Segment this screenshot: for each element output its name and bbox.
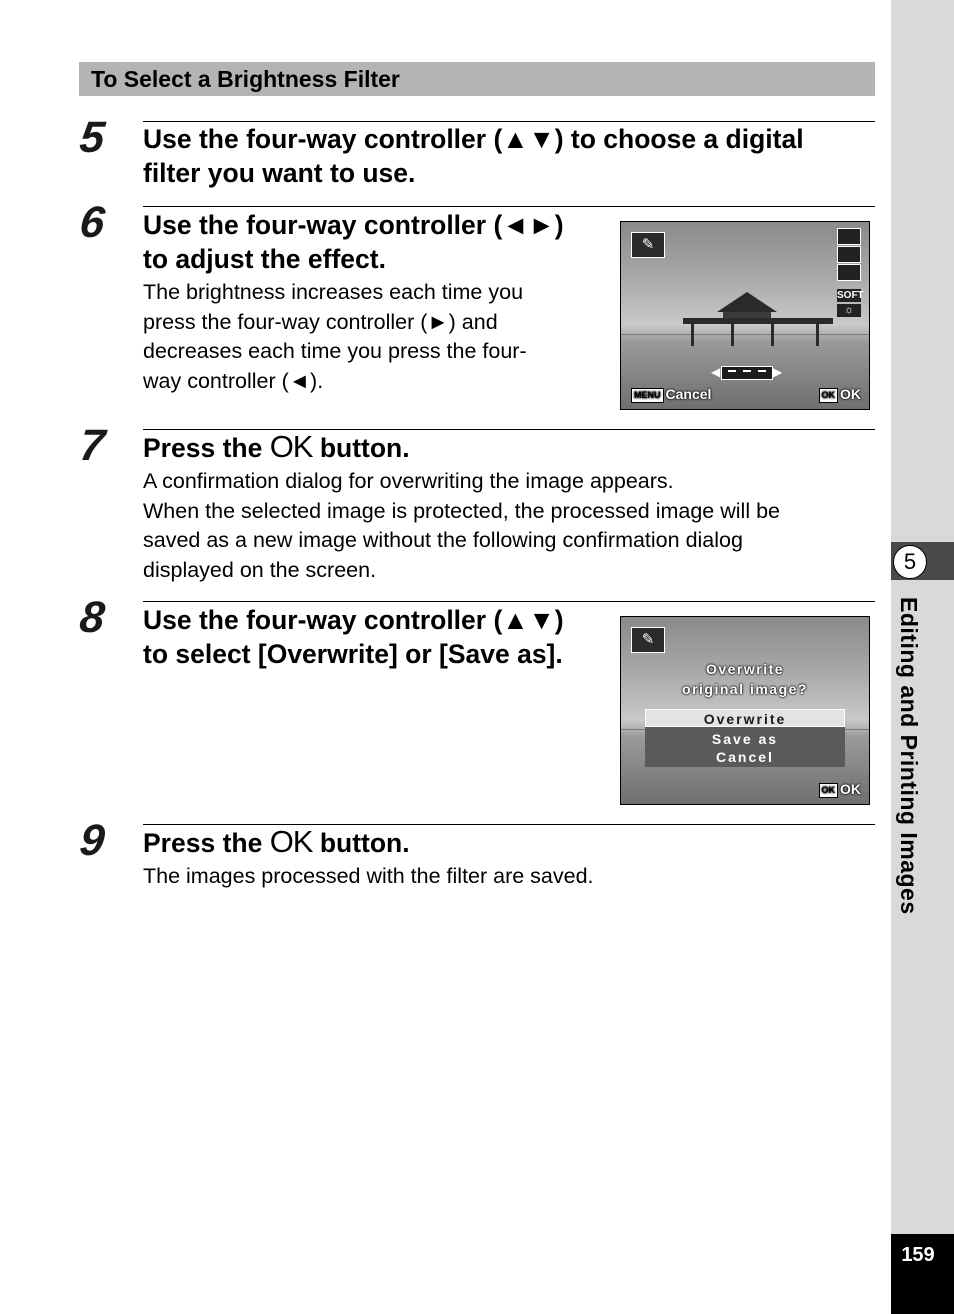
step-6-heading-line-1: Use the four-way controller (◄►) [143, 210, 564, 240]
filter-swatch [837, 228, 861, 245]
ok-button-glyph: OK [269, 824, 313, 859]
step-6-heading [143, 208, 564, 276]
dialog-options [645, 709, 845, 767]
overwrite-option[interactable]: Overwrite [645, 709, 845, 727]
slider-tick [728, 370, 736, 372]
step-7-body-line-4: displayed on the screen. [143, 557, 377, 582]
step-5-heading-line-1: Use the four-way controller (▲▼) to choose a digital [143, 124, 804, 154]
ok-hint[interactable] [819, 781, 862, 798]
step-7-body-line-1: A confirmation dialog for overwriting the image appears. [143, 469, 674, 493]
step-number-5: 5 [77, 113, 108, 162]
ok-button-chip: OK [819, 783, 839, 798]
filter-swatch [837, 246, 861, 263]
digital-filter-icon: ✎ [631, 627, 665, 653]
ok-label: OK [840, 781, 861, 798]
pier-post [731, 322, 734, 346]
pier-post [816, 322, 819, 346]
step-8-heading-line-1: Use the four-way controller (▲▼) [143, 605, 564, 635]
step-9-heading-pre: Press the [143, 828, 270, 858]
step-7-body [143, 467, 780, 585]
pier-post [691, 322, 694, 346]
step-9-heading [143, 825, 410, 860]
chapter-number: 5 [893, 545, 927, 579]
cancel-hint[interactable] [631, 386, 711, 403]
filter-palette [837, 228, 861, 282]
step-5-heading-line-2: filter you want to use. [143, 158, 416, 188]
cancel-option[interactable]: Cancel [716, 749, 774, 765]
cancel-label: Cancel [665, 386, 712, 403]
horizon-line [621, 334, 869, 335]
soft-filter-label: SOFT [837, 290, 864, 301]
section-title: To Select a Brightness Filter [91, 66, 400, 92]
step-9-body [143, 862, 594, 892]
menu-button-chip: MENU [631, 388, 664, 403]
dialog-title-line-1: Overwrite [705, 661, 785, 677]
step-9-body-line-1: The images processed with the filter are saved. [143, 864, 594, 888]
step-5-heading [143, 122, 804, 190]
section-header-bar [79, 62, 875, 96]
step-8-divider [143, 601, 875, 602]
camera-screen-overwrite-dialog [620, 616, 870, 805]
step-6-body [143, 278, 527, 396]
step-number-6: 6 [77, 198, 108, 247]
camera-screen-brightness [620, 221, 870, 410]
step-6-divider [143, 206, 875, 207]
step-number-8: 8 [77, 593, 108, 642]
step-7-body-line-2: When the selected image is protected, the processed image will be [143, 498, 780, 523]
slider-tick [758, 370, 766, 372]
slider-left-arrow-icon: ◀ [711, 365, 721, 379]
step-7-heading [143, 430, 410, 465]
brightness-filter-icon: ☼ [837, 304, 861, 317]
chapter-title: Editing and Printing Images [896, 597, 922, 915]
ok-hint[interactable] [819, 386, 862, 403]
slider-right-arrow-icon: ▶ [773, 365, 783, 379]
step-8-heading [143, 603, 564, 671]
brightness-slider[interactable] [721, 366, 773, 380]
step-6-body-line-2: press the four-way controller (►) and [143, 309, 498, 334]
step-number-9: 9 [77, 816, 108, 865]
step-6-heading-line-2: to adjust the effect. [143, 244, 386, 274]
dialog-title-line-2: original image? [682, 681, 808, 697]
page-number: 159 [901, 1244, 935, 1266]
ok-label: OK [840, 386, 861, 403]
step-6-body-line-3: decreases each time you press the four- [143, 339, 527, 363]
ok-button-chip: OK [819, 388, 839, 403]
step-number-7: 7 [77, 421, 108, 470]
step-7-heading-post: button. [312, 433, 410, 463]
step-7-heading-pre: Press the [143, 433, 270, 463]
slider-tick [743, 370, 751, 372]
step-6-body-line-1: The brightness increases each time you [143, 280, 524, 304]
pier-hut-roof [717, 292, 777, 312]
pier-deck [683, 318, 833, 324]
save-as-option[interactable]: Save as [711, 731, 779, 747]
step-9-heading-post: button. [312, 828, 410, 858]
step-7-body-line-3: saved as a new image without the following confirmation dialog [143, 528, 743, 552]
step-6-body-line-4: way controller (◄). [143, 368, 324, 393]
digital-filter-icon: ✎ [631, 232, 665, 258]
pier-post [771, 322, 774, 346]
step-8-heading-line-2: to select [Overwrite] or [Save as]. [143, 639, 563, 669]
ok-button-glyph: OK [269, 429, 313, 464]
filter-swatch [837, 264, 861, 281]
